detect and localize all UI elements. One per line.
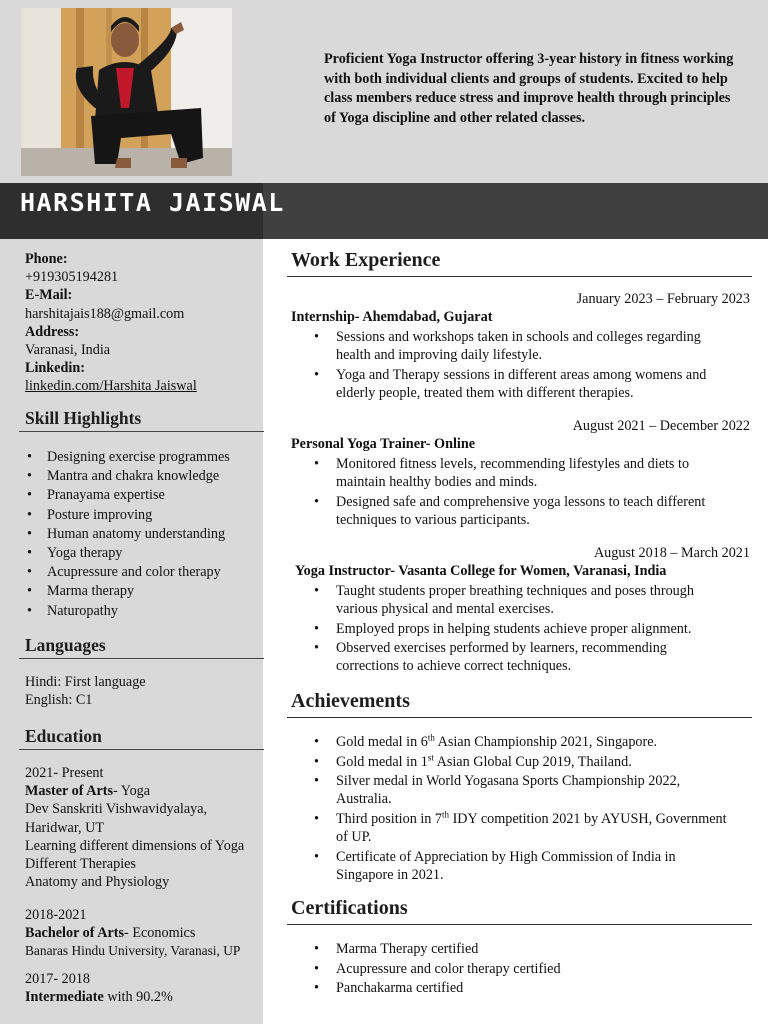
education-years: 2021- Present (25, 765, 104, 781)
achievement-item: • Gold medal in 6th Asian Championship 2021, Singapore. (311, 733, 731, 751)
job-bullet: • Observed exercises performed by learners, recommending corrections to achieve correct techniques. (311, 639, 731, 675)
work-experience-heading: Work Experience (291, 249, 441, 271)
job-bullets (311, 455, 731, 530)
education-entry-masters (25, 764, 263, 891)
job-title: Yoga Instructor- Vasanta College for Women, Varanasi, India (295, 563, 667, 579)
language-item: Hindi: First language (25, 674, 146, 690)
certifications-list (311, 940, 731, 999)
certification-item: • Marma Therapy certified (311, 940, 731, 958)
education-subject: - Economics (124, 925, 196, 942)
phone-value[interactable]: +919305194281 (25, 269, 119, 286)
skill-item: • Human anatomy understanding (25, 525, 230, 544)
email-value[interactable]: harshitajais188@gmail.com (25, 305, 185, 322)
education-detail: Learning different dimensions of Yoga (25, 837, 245, 854)
language-item: English: C1 (25, 692, 93, 709)
skill-item: • Mantra and chakra knowledge (25, 467, 230, 486)
skill-item: • Posture improving (25, 506, 230, 525)
skills-heading: Skill Highlights (25, 408, 142, 428)
linkedin-link[interactable]: linkedin.com/Harshita Jaiswal (25, 378, 197, 395)
achievement-item: • Certificate of Appreciation by High Commission of India in Singapore in 2021. (311, 848, 731, 884)
job-bullet: • Designed safe and comprehensive yoga lessons to teach different techniques to various participants. (311, 493, 731, 529)
job-bullets (311, 328, 731, 403)
achievement-item: • Silver medal in World Yogasana Sports Championship 2022, Australia. (311, 772, 731, 808)
education-detail: Anatomy and Physiology (25, 874, 170, 891)
education-heading: Education (25, 726, 102, 746)
education-years: 2017- 2018 (25, 971, 91, 987)
address-label: Address: (25, 323, 80, 340)
languages-list (25, 673, 146, 709)
education-entry-intermediate (25, 970, 263, 1006)
skills-divider (19, 431, 264, 432)
education-degree: Intermediate (25, 989, 104, 1006)
job-bullet: • Employed props in helping students achieve proper alignment. (311, 620, 731, 638)
education-detail: Different Therapies (25, 856, 136, 873)
profile-photo (21, 8, 232, 176)
profile-summary: Proficient Yoga Instructor offering 3-year history in fitness working with both individual clients and groups of students. Excited to help class members reduce stress and improve health through principles of Yoga discipline and other related classes. (324, 51, 734, 126)
job-bullet: • Sessions and workshops taken in schools and colleges regarding health and improving daily lifestyle. (311, 328, 731, 364)
certifications-divider (287, 924, 752, 925)
education-entry-bachelors (25, 906, 263, 961)
skills-list (25, 448, 230, 621)
candidate-name: HARSHITA JAISWAL (20, 188, 285, 217)
job-bullets (311, 582, 731, 677)
education-subject: with 90.2% (103, 989, 173, 1006)
work-divider (287, 276, 752, 277)
phone-label: Phone: (25, 251, 68, 267)
job-title: Internship- Ahemdabad, Gujarat (291, 309, 493, 325)
achievements-heading: Achievements (291, 690, 410, 712)
job-title: Personal Yoga Trainer- Online (291, 436, 476, 452)
yoga-pose-image (21, 8, 232, 176)
job-bullet: • Taught students proper breathing techniques and poses through various physical and mental exercises. (311, 582, 731, 618)
achievement-item: • Third position in 7th IDY competition 2021 by AYUSH, Government of UP. (311, 810, 731, 846)
education-degree: Master of Arts (25, 783, 113, 800)
skill-item: • Marma therapy (25, 582, 230, 601)
certifications-heading: Certifications (291, 897, 408, 919)
languages-divider (19, 658, 264, 659)
certification-item: • Acupressure and color therapy certified (311, 960, 731, 978)
linkedin-label: Linkedin: (25, 360, 85, 377)
achievements-list (311, 733, 731, 885)
education-subject: - Yoga (113, 783, 151, 800)
address-value: Varanasi, India (25, 342, 111, 359)
achievement-item: • Gold medal in 1st Asian Global Cup 2019, Thailand. (311, 753, 731, 771)
certification-item: • Panchakarma certified (311, 979, 731, 997)
job-bullet: • Yoga and Therapy sessions in different areas among womens and elderly people, treated them with different therapies. (311, 366, 731, 402)
skill-item: • Designing exercise programmes (25, 448, 230, 467)
skill-item: • Acupressure and color therapy (25, 563, 230, 582)
education-school: Dev Sanskriti Vishwavidyalaya, Haridwar, UT (25, 801, 208, 836)
skill-item: • Naturopathy (25, 602, 230, 621)
skill-item: • Pranayama expertise (25, 486, 230, 505)
skill-item: • Yoga therapy (25, 544, 230, 563)
job-dates: August 2018 – March 2021 (593, 545, 750, 561)
contact-block (25, 250, 197, 396)
achievements-divider (287, 717, 752, 718)
job-bullet: • Monitored fitness levels, recommending lifestyles and diets to maintain healthy bodies and minds. (311, 455, 731, 491)
education-degree: Bachelor of Arts (25, 925, 125, 942)
education-school: Banaras Hindu University, Varanasi, UP (25, 943, 241, 959)
job-dates: January 2023 – February 2023 (576, 291, 750, 307)
languages-heading: Languages (25, 635, 106, 655)
education-divider (19, 749, 264, 750)
education-years: 2018-2021 (25, 907, 87, 923)
email-label: E-Mail: (25, 287, 73, 304)
job-dates: August 2021 – December 2022 (572, 418, 750, 434)
